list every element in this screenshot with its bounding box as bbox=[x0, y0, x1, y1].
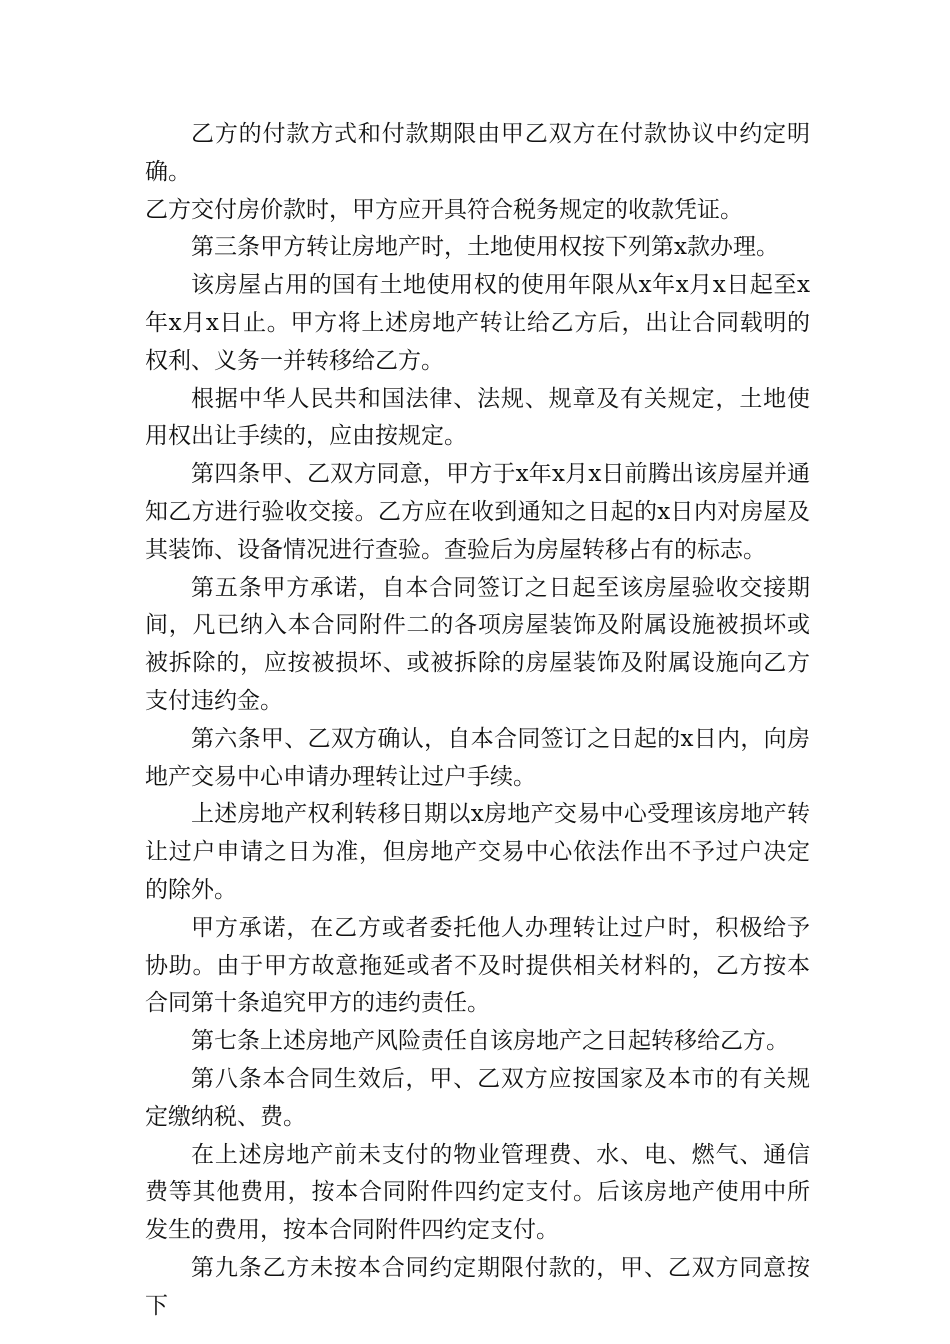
paragraph-article-6: 第六条甲、乙双方确认，自本合同签订之日起的x日内，向房地产交易中心申请办理转让过户手续。 bbox=[145, 725, 810, 790]
paragraph-payment-method: 乙方的付款方式和付款期限由甲乙双方在付款协议中约定明确。 bbox=[145, 121, 810, 185]
paragraph-transfer-date: 上述房地产权利转移日期以x房地产交易中心受理该房地产转让过户申请之日为准，但房地产交易中心依法作出不予过户决定的除外。 bbox=[145, 801, 810, 903]
document-body bbox=[145, 116, 810, 1326]
paragraph-seller-assist: 甲方承诺，在乙方或者委托他人办理转让过户时，积极给予协助。由于甲方故意拖延或者不及时提供相关材料的，乙方按本合同第十条追究甲方的违约责任。 bbox=[145, 914, 810, 1017]
paragraph-article-8: 第八条本合同生效后，甲、乙双方应按国家及本市的有关规定缴纳税、费。 bbox=[145, 1065, 810, 1130]
paragraph-article-3: 第三条甲方转让房地产时，土地使用权按下列第x款办理。 bbox=[191, 234, 779, 261]
paragraph-article-9: 第九条乙方未按本合同约定期限付款的，甲、乙双方同意按下 bbox=[145, 1254, 810, 1319]
paragraph-article-5: 第五条甲方承诺，自本合同签订之日起至该房屋验收交接期间，凡已纳入本合同附件二的各项房屋装饰及附属设施被损坏或被拆除的，应按被损坏、或被拆除的房屋装饰及附属设施向乙方支付违约金。 bbox=[145, 574, 810, 714]
paragraph-article-4: 第四条甲、乙双方同意，甲方于x年x月x日前腾出该房屋并通知乙方进行验收交接。乙方应在收到通知之日起的x日内对房屋及其装饰、设备情况进行查验。查验后为房屋转移占有的标志。 bbox=[145, 461, 810, 563]
paragraph-unpaid-fees: 在上述房地产前未支付的物业管理费、水、电、燃气、通信费等其他费用，按本合同附件四约定支付。后该房地产使用中所发生的费用，按本合同附件四约定支付。 bbox=[145, 1141, 810, 1244]
paragraph-payment-receipt: 乙方交付房价款时，甲方应开具符合税务规定的收款凭证。 bbox=[145, 196, 743, 223]
paragraph-land-use-term: 该房屋占用的国有土地使用权的使用年限从x年x月x日起至x年x月x日止。甲方将上述房地产转让给乙方后，出让合同载明的权利、义务一并转移给乙方。 bbox=[145, 272, 810, 374]
paragraph-article-7: 第七条上述房地产风险责任自该房地产之日起转移给乙方。 bbox=[191, 1028, 789, 1055]
paragraph-land-transfer-rules: 根据中华人民共和国法律、法规、规章及有关规定，土地使用权出让手续的，应由按规定。 bbox=[145, 385, 810, 450]
